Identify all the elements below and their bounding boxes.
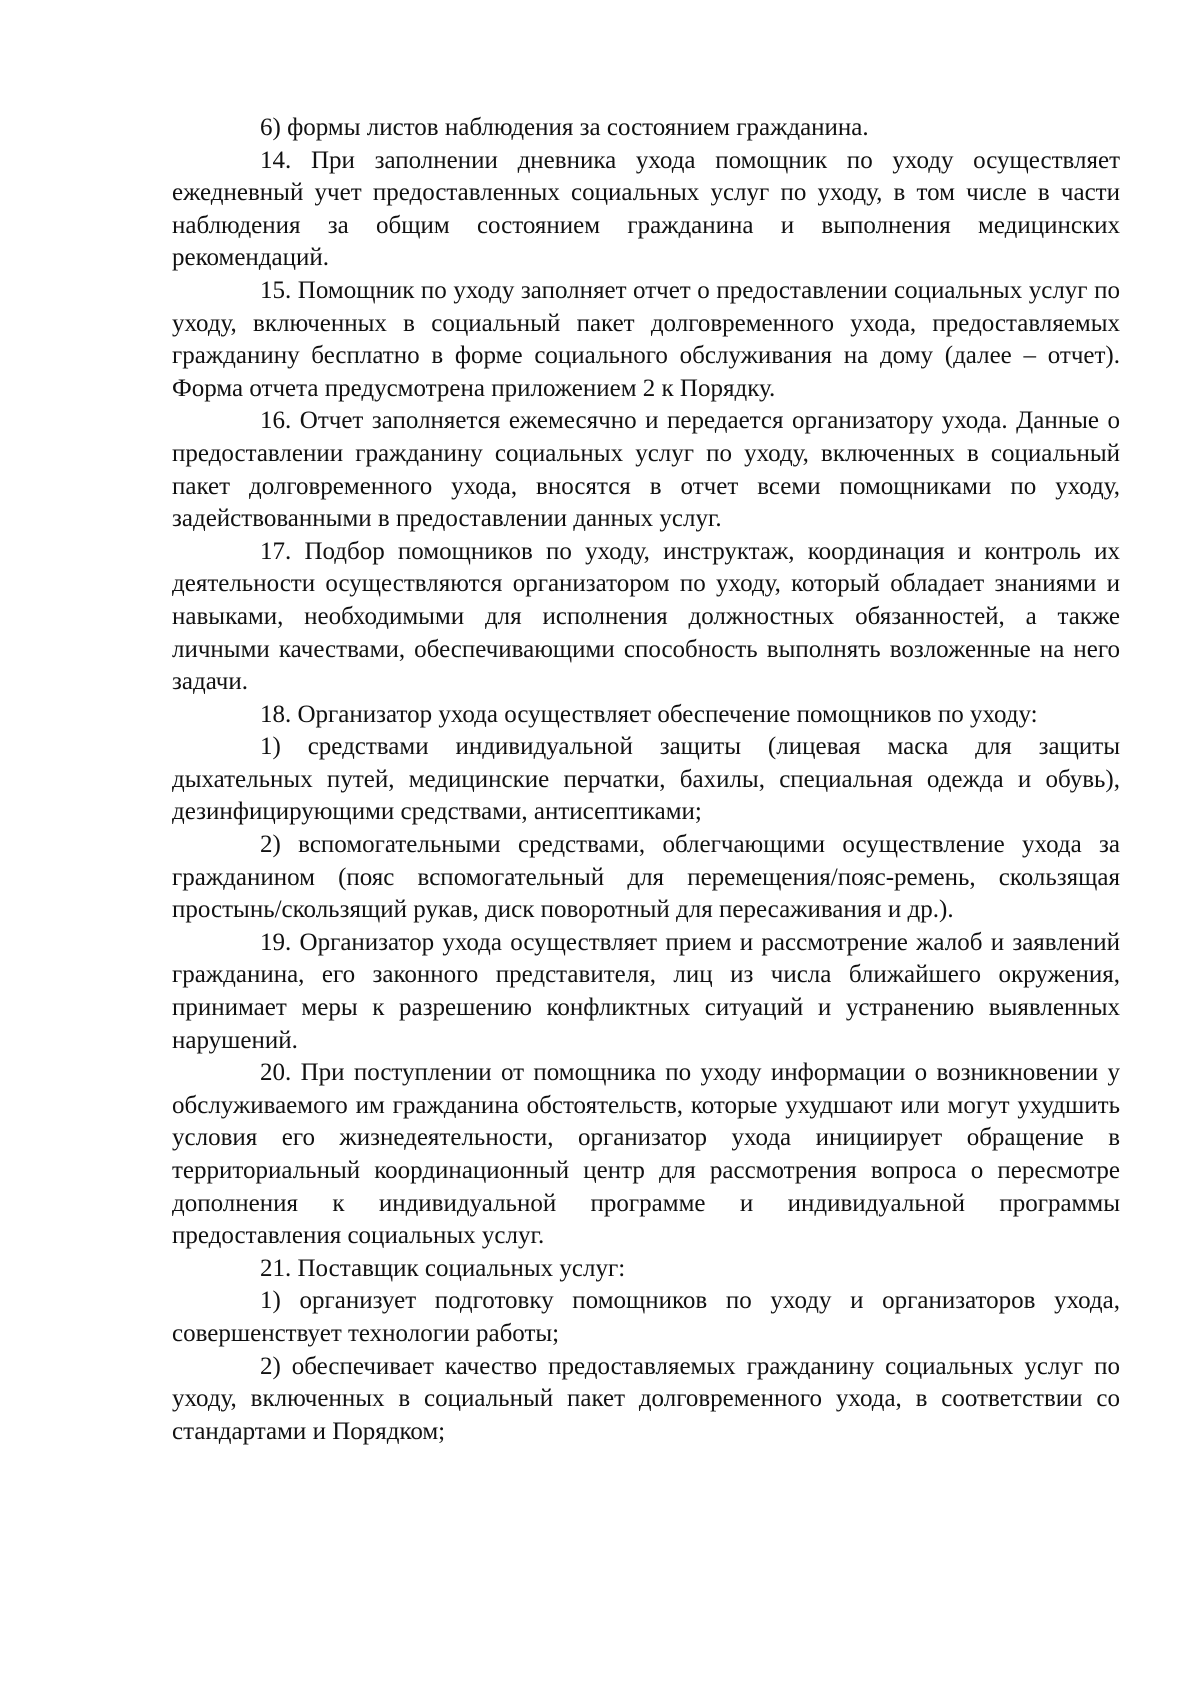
paragraph-18-organizer-provision: 18. Организатор ухода осуществляет обеспечение помощников по уходу: (260, 700, 1038, 728)
paragraph-16-monthly-report: 16. Отчет заполняется ежемесячно и передается организатору ухода. Данные о предоставлении гражданину социальных услуг по уходу, включенных в социальный пакет долговременного ухода, вносятся в отчет всеми помощниками по уходу, задействованными в предоставлении данных услуг. (172, 407, 1120, 533)
document-body (172, 112, 1120, 1448)
paragraph-17-assistant-selection: 17. Подбор помощников по уходу, инструктаж, координация и контроль их деятельности осуществляются организатором по уходу, который обладает знаниями и навыками, необходимыми для исполнения должностных обязанностей, а также личными качествами, обеспечивающими способность выполнять возложенные на него задачи. (172, 537, 1120, 696)
paragraph-21-service-provider: 21. Поставщик социальных услуг: (260, 1254, 626, 1282)
paragraph-21-item-2-quality: 2) обеспечивает качество предоставляемых гражданину социальных услуг по уходу, включенных в социальный пакет долговременного ухода, в соответствии со стандартами и Порядком; (172, 1352, 1120, 1445)
paragraph-item-6-observation-forms: 6) формы листов наблюдения за состоянием гражданина. (260, 114, 869, 141)
paragraph-14-care-diary: 14. При заполнении дневника ухода помощник по уходу осуществляет ежедневный учет предоставленных социальных услуг по уходу, в том числе в части наблюдения за общим состоянием гражданина и выполнения медицинских рекомендаций. (172, 146, 1120, 272)
paragraph-18-item-1-protection: 1) средствами индивидуальной защиты (лицевая маска для защиты дыхательных путей, медицинские перчатки, бахилы, специальная одежда и обувь), дезинфицирующими средствами, антисептиками; (172, 733, 1120, 826)
paragraph-19-complaints: 19. Организатор ухода осуществляет прием и рассмотрение жалоб и заявлений гражданина, его законного представителя, лиц из числа ближайшего окружения, принимает меры к разрешению конфликтных ситуаций и устранению выявленных нарушений. (172, 928, 1120, 1054)
paragraph-18-item-2-auxiliary-means: 2) вспомогательными средствами, облегчающими осуществление ухода за гражданином (пояс вспомогательный для перемещения/пояс-ремень, скользящая простынь/скользящий рукав, диск поворотный для пересаживания и др.). (172, 831, 1120, 924)
paragraph-15-assistant-report: 15. Помощник по уходу заполняет отчет о предоставлении социальных услуг по уходу, включенных в социальный пакет долговременного ухода, предоставляемых гражданину бесплатно в форме социального обслуживания на дому (далее – отчет). Форма отчета предусмотрена приложением 2 к Порядку. (172, 276, 1120, 402)
paragraph-21-item-1-training: 1) организует подготовку помощников по уходу и организаторов ухода, совершенствует технологии работы; (172, 1287, 1120, 1347)
paragraph-20-circumstances: 20. При поступлении от помощника по уходу информации о возникновении у обслуживаемого им гражданина обстоятельств, которые ухудшают или могут ухудшить условия его жизнедеятельности, организатор ухода инициирует обращение в территориальный координационный центр для рассмотрения вопроса о пересмотре дополнения к индивидуальной программе и индивидуальной программы предоставления социальных услуг. (172, 1059, 1120, 1250)
